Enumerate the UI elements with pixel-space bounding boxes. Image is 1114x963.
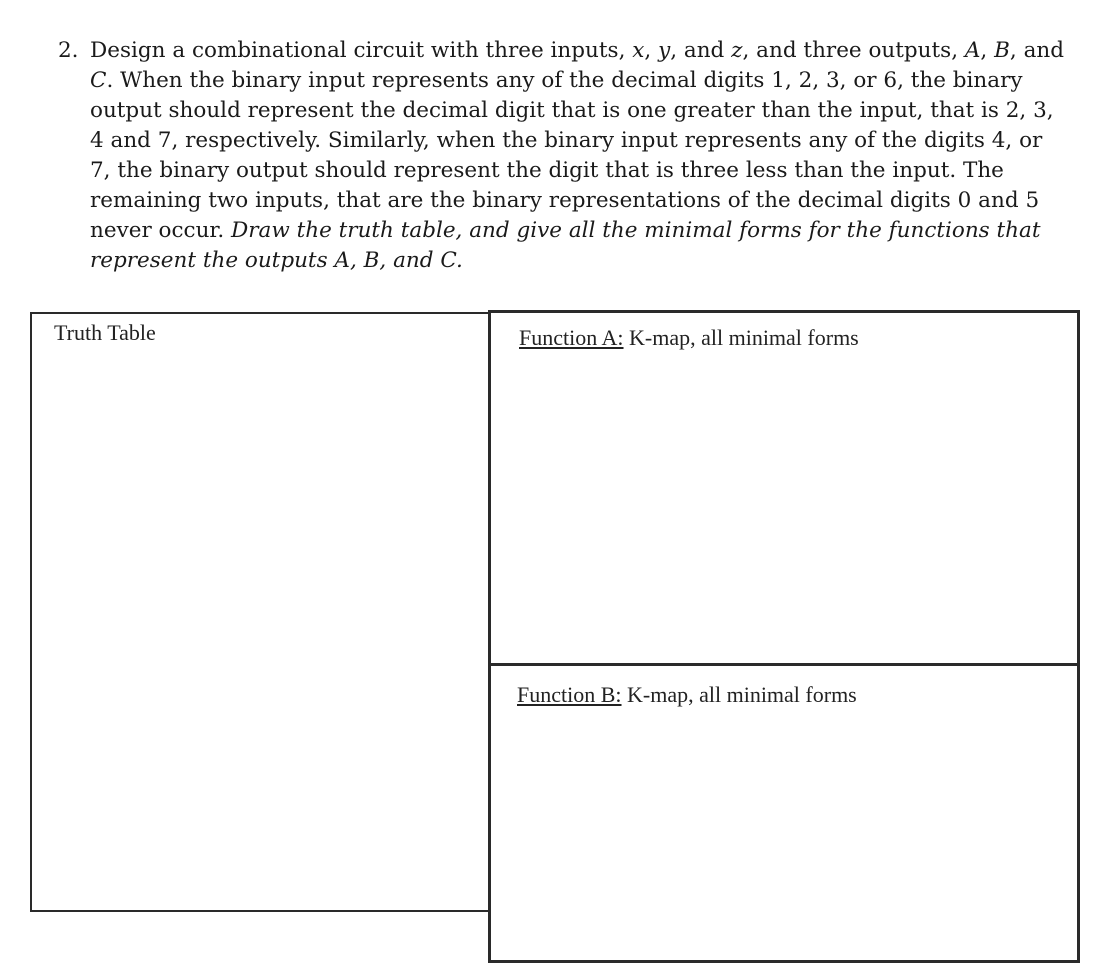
- function-a-label: [519, 325, 859, 351]
- problem-body: Design a combinational circuit with three inputs, x, y, and z, and three outputs, A, B, and C. When the binary input represents any of the decimal digits 1, 2, 3, or 6, the binary output should represent the decimal digit that is one greater than the input, that is 2, 3, 4 and 7, respectively. Similarly, when the binary input represents any of the digits 4, or 7, the binary output should represent the digit that is three less than the input. The remaining two inputs, that are the binary representations of the decimal digits 0 and 5 never occur. Draw the truth table, and give all the minimal forms for the functions that represent the outputs A, B, and C.: [90, 38, 1064, 273]
- var-y: y: [658, 38, 671, 63]
- and-word-1: and: [683, 38, 725, 63]
- function-b-box: [488, 663, 1080, 963]
- truth-table-box: [30, 312, 492, 912]
- var-x: x: [632, 38, 645, 63]
- problem-statement: [58, 36, 1068, 276]
- function-a-prefix: Function A:: [519, 325, 624, 350]
- problem-text-1: Design a combinational circuit with three inputs,: [90, 38, 626, 63]
- problem-text-2: and three outputs,: [756, 38, 959, 63]
- and-word-2: and: [1023, 38, 1064, 63]
- problem-number: 2.: [58, 38, 79, 63]
- var-B: B: [994, 38, 1010, 63]
- function-b-prefix: Function B:: [517, 682, 622, 707]
- function-b-label: [517, 682, 857, 708]
- var-A: A: [964, 38, 981, 63]
- var-C: C: [90, 68, 107, 93]
- function-a-box: [488, 310, 1080, 666]
- var-z: z: [731, 38, 743, 63]
- problem-text-3: . When the binary input represents any of the decimal digits 1, 2, 3, or 6, the binary output should represent the decimal digit that is one greater than the input, that is 2, 3, 4 and 7, respectively. Similarly, when the binary input represents any of the digits 4, or 7, the binary output should represent the digit that is three less than the input. The remaining two inputs, that are the binary representations of the decimal digits 0 and 5 never occur.: [90, 68, 1054, 243]
- answer-grid: [30, 310, 1080, 910]
- problem-instruction: Draw the truth table, and give all the minimal forms for the functions that represent the outputs A, B, and C.: [90, 218, 1041, 273]
- function-b-description: K-map, all minimal forms: [627, 682, 857, 707]
- truth-table-label: Truth Table: [54, 320, 156, 345]
- function-a-description: K-map, all minimal forms: [629, 325, 859, 350]
